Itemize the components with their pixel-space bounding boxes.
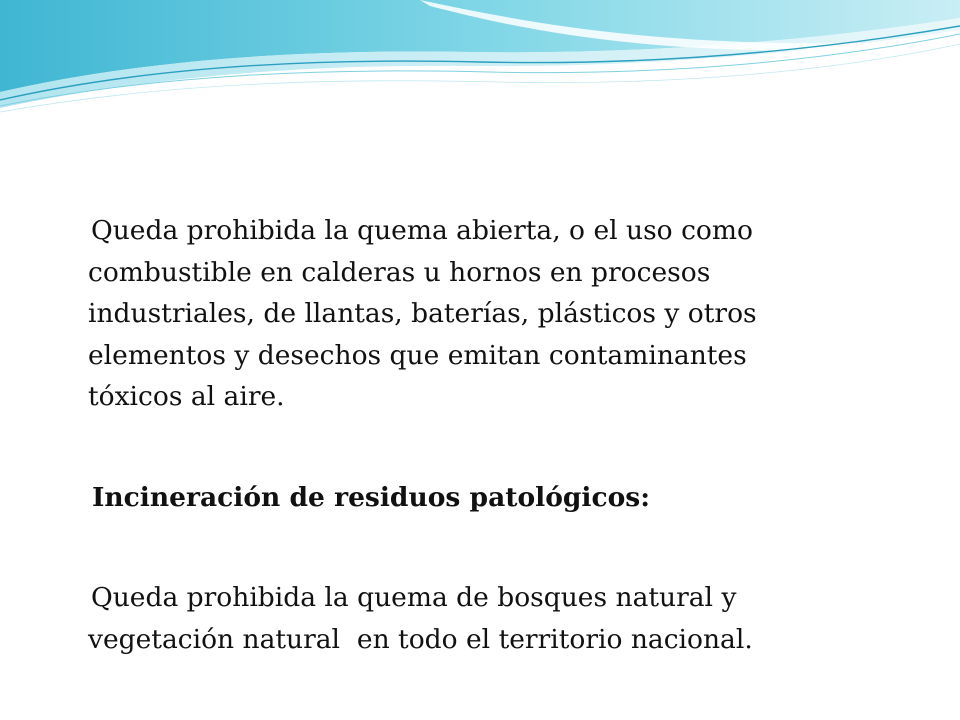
paragraph-1-line-4: elementos y desechos que emitan contaminantes xyxy=(88,339,747,371)
paragraph-2 xyxy=(88,577,868,660)
paragraph-1-line-1: Queda prohibida la quema abierta, o el uso como xyxy=(91,215,753,246)
paragraph-1 xyxy=(88,210,868,418)
paragraph-2-line-1: Queda prohibida la quema de bosques natural y xyxy=(91,582,737,613)
paragraph-1-line-3: industriales, de llantas, baterías, plásticos y otros xyxy=(88,298,757,329)
section-heading: Incineración de residuos patológicos: xyxy=(92,482,651,513)
paragraph-2-line-2: vegetación natural en todo el territorio nacional. xyxy=(88,623,753,655)
paragraph-1-line-2: combustible en calderas u hornos en procesos xyxy=(88,256,711,288)
wave-header-decoration xyxy=(0,0,960,130)
paragraph-1-line-5: tóxicos al aire. xyxy=(88,381,285,412)
